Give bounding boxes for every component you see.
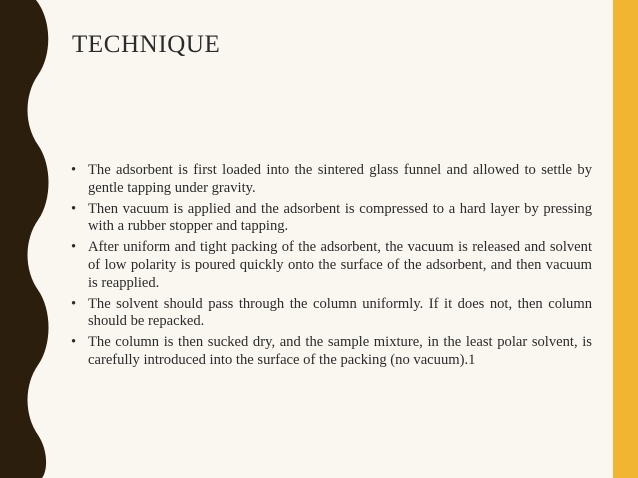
bullet-dot: • [71,200,77,217]
right-accent-bar [613,0,638,478]
bullet-text: Then vacuum is applied and the adsorbent is compressed to a hard layer by pressing with a rubber stopper and tapping. [88,200,592,235]
bullet-list [71,162,592,373]
bullet-dot: • [71,162,77,178]
bullet-item [71,162,592,197]
left-wavy-band [0,0,60,478]
bullet-dot: • [71,334,77,351]
bullet-text: The adsorbent is first loaded into the sintered glass funnel and allowed to settle by gentle tapping under gravity. [88,162,592,196]
bullet-item [71,296,592,331]
bullet-item [71,201,592,236]
slide-title: TECHNIQUE [72,31,221,58]
bullet-item [71,239,592,292]
bullet-text: After uniform and tight packing of the adsorbent, the vacuum is released and solvent of low polarity is poured quickly onto the surface of the adsorbent, and then vacuum is reapplied. [88,239,592,291]
bullet-text: The column is then sucked dry, and the sample mixture, in the least polar solvent, is carefully introduced into the surface of the packing (no vacuum).1 [88,334,592,368]
bullet-item [71,334,592,369]
bullet-text: The solvent should pass through the column uniformly. If it does not, then column should be repacked. [88,295,592,330]
bullet-dot: • [71,239,77,256]
bullet-dot: • [71,295,77,312]
